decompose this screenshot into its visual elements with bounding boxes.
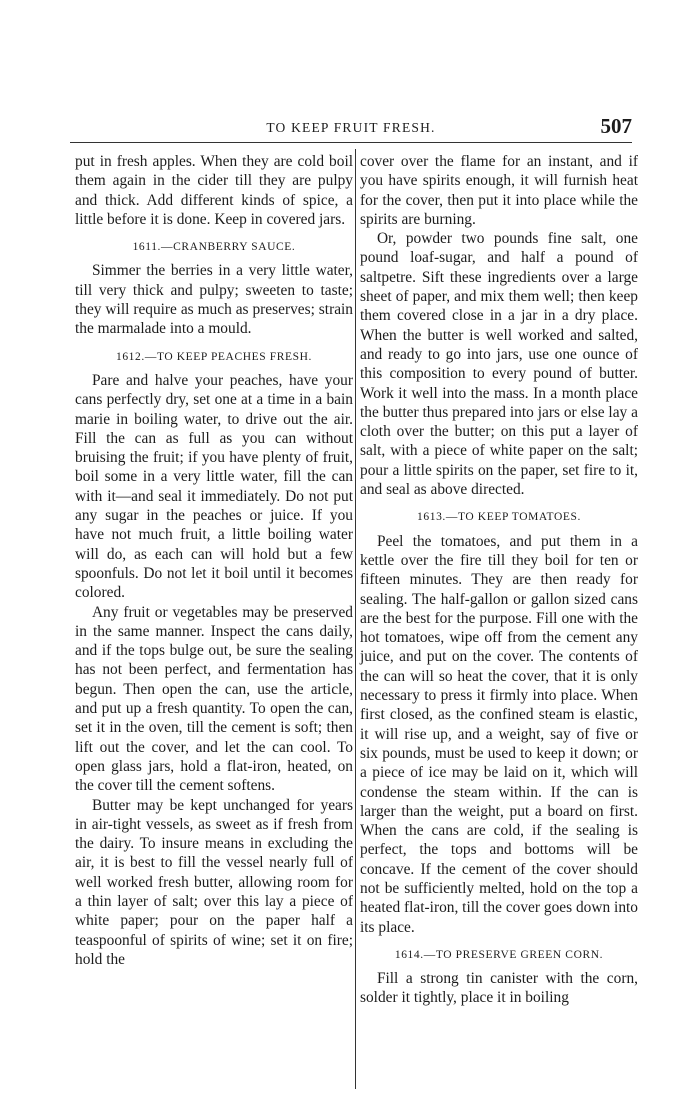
paragraph: Or, powder two pounds fine salt, one pound loaf-sugar, and half a pound of saltpetre. Sift these ingredients over a large sheet of paper, and mix them well; then keep them covered close in a jar in a dry place. When the butter is well worked and salted, and ready to go into jars, use one ounce of this composition to every pound of butter. Work it well into the mass. In a month place the butter thus prepared into jars or else lay a cloth over the butter; on this put a layer of salt, with a piece of white paper on the salt; pour a little spirits on the paper, set fire to it, and seal as above directed. <box>360 230 638 499</box>
running-title: TO KEEP FRUIT FRESH. <box>266 120 436 135</box>
paragraph: cover over the flame for an instant, and if you have spirits enough, it will furnish heat for the cover, then put it into place while the spirits are burning. <box>360 153 638 228</box>
paragraph: Pare and halve your peaches, have your cans perfectly dry, set one at a time in a bain marie in boiling water, to drive out the air. Fill the can as full as you can without bruising the fruit; if you have plenty of fruit, boil some in a very little water, fill the can with it—and seal it immediately. Do not put any sugar in the peaches or juice. If you have not much fruit, a little boiling water will do, as each can will hold but a few spoonfuls. Do not let it boil until it becomes colored. <box>75 371 353 602</box>
paragraph: Fill a strong tin canister with the corn, solder it tightly, place it in boiling <box>360 970 638 1007</box>
paragraph: Butter may be kept unchanged for years in air-tight vessels, as sweet as if fresh from the dairy. To insure means in excluding the air, it is best to fill the vessel nearly full of well worked fresh butter, allowing room for a thin layer of salt; over this lay a piece of white paper; pour on the paper half a teaspoonful of spirits of wine; set it on fire; hold the <box>75 796 353 968</box>
recipe-heading: 1613.—TO KEEP TOMATOES. <box>417 511 581 524</box>
paragraph: put in fresh apples. When they are cold boil them again in the cider till they are pulpy and thick. Add different kinds of spice, a little before it is done. Keep in covered jars. <box>75 153 353 228</box>
page-number: 507 <box>600 114 632 138</box>
running-header <box>70 114 632 143</box>
right-column <box>360 152 638 1008</box>
column-divider <box>355 149 356 1089</box>
paragraph: Any fruit or vegetables may be preserved in the same manner. Inspect the cans daily, and if the tops bulge out, be sure the sealing has not been perfect, and fermentation has begun. Then open the can, use the article, and put up a fresh quantity. To open the can, set it in the oven, till the cement is soft; then lift out the cover, and let the can cool. To open glass jars, hold a flat-iron, heated, on the cover till the cement softens. <box>75 603 353 795</box>
left-column <box>75 152 353 969</box>
recipe-heading: 1612.—TO KEEP PEACHES FRESH. <box>115 350 313 363</box>
paragraph: Peel the tomatoes, and put them in a kettle over the fire till they boil for ten or fifteen minutes. They are then ready for sealing. The half-gallon or gallon sized cans are the best for the purpose. Fill one with the hot tomatoes, wipe off from the cement any juice, and put on the cover. The contents of the can will so heat the cover, that it is only necessary to press it firmly into place. When first closed, as the confined steam is elastic, it will rise up, and a weight, say of five or six pounds, must be used to keep it down; or a piece of ice may be laid on it, which will condense the steam within. If the can is larger than the weight, put a board on first. When the cans are cold, if the sealing is perfect, the tops and bottoms will be concave. If the cement of the cover should not be sufficiently melted, hold on the top a heated flat-iron, till the cover goes down into its place. <box>360 532 638 936</box>
recipe-heading: 1614.—TO PRESERVE GREEN CORN. <box>394 948 604 961</box>
paragraph: Simmer the berries in a very little water, till very thick and pulpy; sweeten to taste; they will require as much as preserves; strain the marmalade into a mould. <box>75 262 353 338</box>
recipe-heading: 1611.—CRANBERRY SAUCE. <box>132 241 296 254</box>
